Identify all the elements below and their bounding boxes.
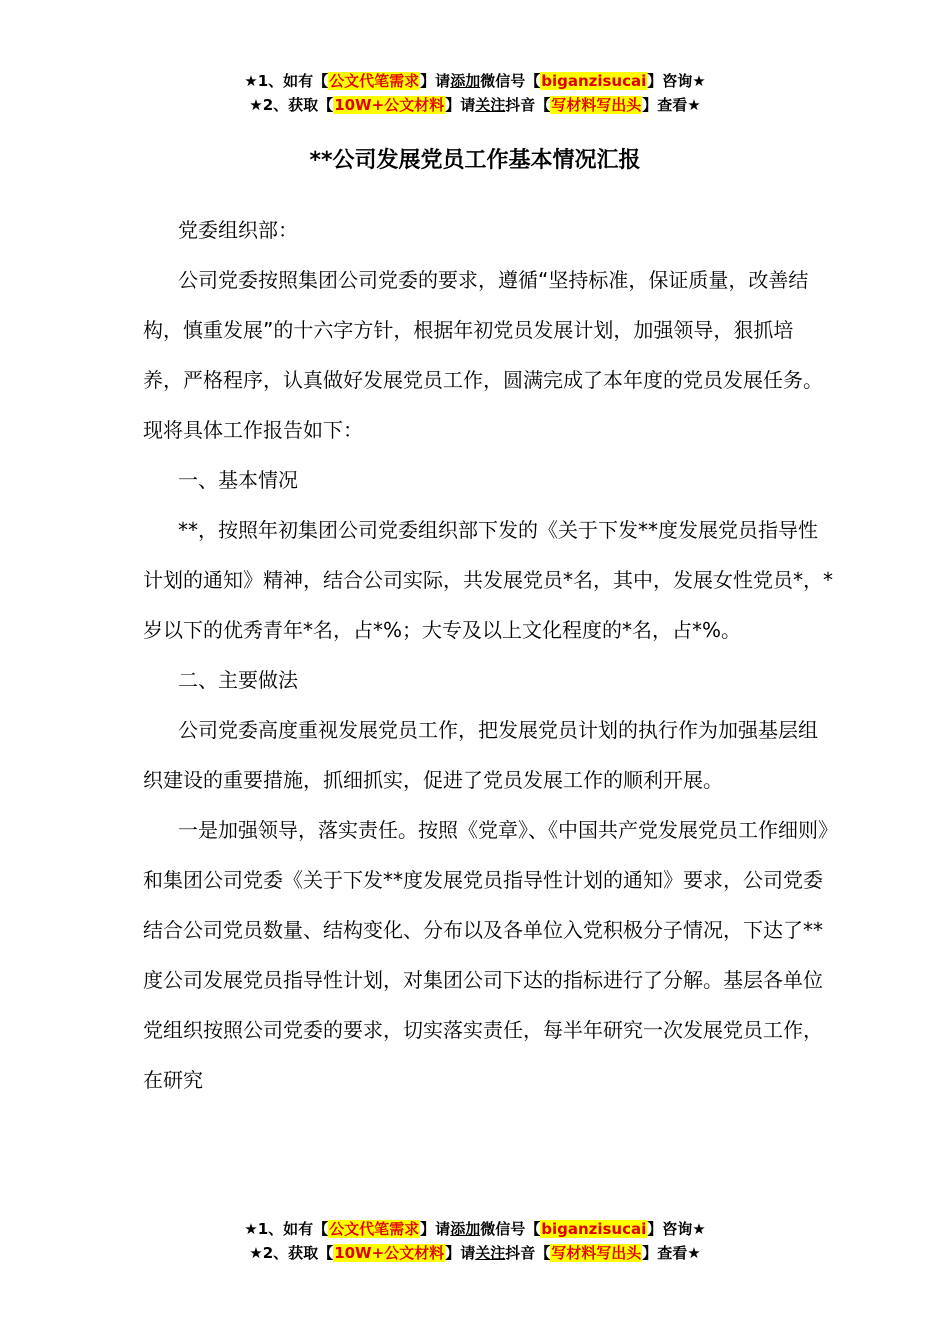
banner-text: ★2、获取【	[249, 96, 334, 114]
banner-underlined-text: 关注	[475, 1244, 506, 1262]
paragraph: 一是加强领导，落实责任。按照《党章》、《中国共产党发展党员工作细则》和集团公司党委《关于下发**度发展党员指导性计划的通知》要求，公司党委结合公司党员数量、结构变化、分布以及各单位入党积极分子情况，下达了**度公司发展党员指导性计划，对集团公司下达的指标进行了分解。基层各单位党组织按照公司党委的要求，切实落实责任，每半年研究一次发展党员工作，在研究	[143, 818, 828, 1092]
banner-text: ★2、获取【	[249, 1244, 334, 1262]
salutation: 党委组织部：	[178, 218, 298, 242]
top-banner	[0, 69, 950, 117]
banner-text: 微信号【	[480, 72, 541, 90]
banner-underlined-text: 添加	[450, 1220, 481, 1238]
banner-highlight: 公文代笔需求	[329, 1220, 420, 1238]
banner-text: 】咨询★	[647, 72, 706, 90]
banner-text: 】请	[420, 72, 451, 90]
bottom-banner	[0, 1217, 950, 1265]
section-heading: 一、基本情况	[178, 468, 298, 492]
banner-highlight: 写材料写出头	[551, 96, 642, 114]
paragraph: **，按照年初集团公司党委组织部下发的《关于下发**度发展党员指导性计划的通知》精神，结合公司实际，共发展党员*名，其中，发展女性党员*，*岁以下的优秀青年*名，占*%；大专及以上文化程度的*名，占*%。	[143, 518, 833, 642]
banner-text: 微信号【	[480, 1220, 541, 1238]
document-body	[143, 205, 833, 1105]
banner-text: ★1、如有【	[244, 1220, 329, 1238]
banner-line-2	[0, 93, 950, 117]
banner-text: 抖音【	[505, 96, 551, 114]
paragraph: 公司党委高度重视发展党员工作，把发展党员计划的执行作为加强基层组织建设的重要措施，抓细抓实，促进了党员发展工作的顺利开展。	[143, 718, 818, 792]
banner-text: 】查看★	[642, 96, 701, 114]
banner-highlight: biganzisucai	[541, 1220, 647, 1238]
banner-text: ★1、如有【	[244, 72, 329, 90]
document-title: **公司发展党员工作基本情况汇报	[309, 148, 641, 173]
banner-highlight: 公文代笔需求	[329, 72, 420, 90]
banner-text: 】请	[445, 96, 476, 114]
section-heading: 二、主要做法	[178, 668, 298, 692]
banner-text: 】请	[445, 1244, 476, 1262]
banner-highlight: 10W+公文材料	[334, 96, 445, 114]
banner-highlight: 10W+公文材料	[334, 1244, 445, 1262]
banner-underlined-text: 添加	[450, 72, 481, 90]
banner-highlight: biganzisucai	[541, 72, 647, 90]
banner-text: 】请	[420, 1220, 451, 1238]
banner-text: 】查看★	[642, 1244, 701, 1262]
banner-line-1	[0, 1217, 950, 1241]
banner-line-1	[0, 69, 950, 93]
banner-text: 】咨询★	[647, 1220, 706, 1238]
banner-text: 抖音【	[505, 1244, 551, 1262]
banner-highlight: 写材料写出头	[551, 1244, 642, 1262]
paragraph: 公司党委按照集团公司党委的要求，遵循“坚持标准，保证质量，改善结构，慎重发展”的十六字方针，根据年初党员发展计划，加强领导，狠抓培养，严格程序，认真做好发展党员工作，圆满完成了本年度的党员发展任务。现将具体工作报告如下：	[143, 268, 823, 442]
banner-line-2	[0, 1241, 950, 1265]
banner-underlined-text: 关注	[475, 96, 506, 114]
